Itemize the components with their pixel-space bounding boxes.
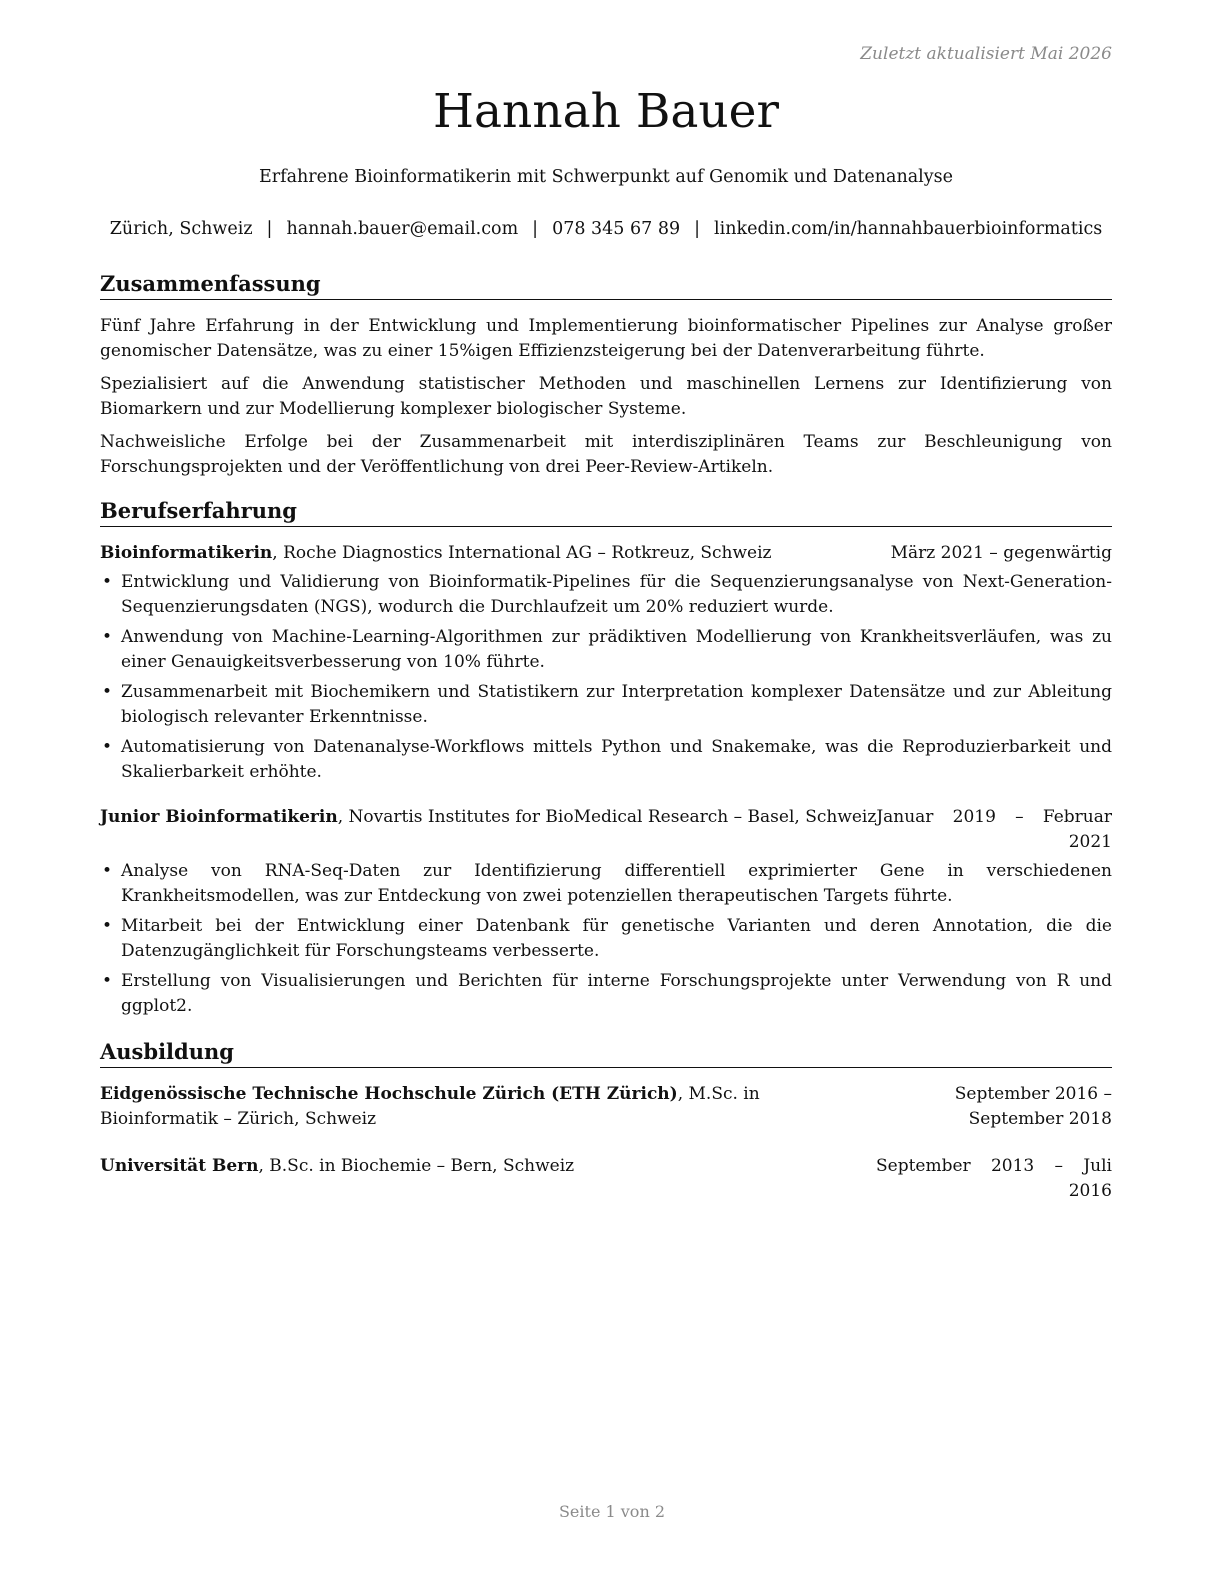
job-bullet: • Entwicklung und Validierung von Bioinformatik-Pipelines für die Sequenzierungsanalyse von Next-Generation-Sequenzierungsdaten (NGS), wodurch die Durchlaufzeit um 20% reduziert wurde. — [100, 570, 1112, 620]
education-detail: , M.Sc. in Bioinformatik – Zürich, Schweiz — [100, 1084, 760, 1129]
job-bullet: • Anwendung von Machine-Learning-Algorithmen zur prädiktiven Modellierung von Krankheitsverläufen, was zu einer Genauigkeitsverbesserung von 10% führte. — [100, 625, 1112, 675]
page-number: Seite 1 von 2 — [558, 1502, 666, 1521]
job-header — [100, 541, 1112, 566]
summary-paragraph: Fünf Jahre Erfahrung in der Entwicklung und Implementierung bioinformatischer Pipelines zur Analyse großer genomischer Datensätze, was zu einer 15%igen Effizienzsteigerung bei der Datenverarbeitung führte. — [100, 316, 1112, 361]
job-entry — [100, 541, 1112, 785]
education-school: Universität Bern — [100, 1156, 259, 1176]
separator: | — [532, 219, 539, 239]
job-bullet: • Analyse von RNA-Seq-Daten zur Identifizierung differentiell exprimierter Gene in verschiedenen Krankheitsmodellen, was zur Entdeckung von zwei potenziellen therapeutischen Targets führte. — [100, 859, 1112, 909]
contact-linkedin[interactable]: linkedin.com/in/hannahbauerbioinformatics — [714, 219, 1103, 239]
job-bullet: • Zusammenarbeit mit Biochemikern und Statistikern zur Interpretation komplexer Datensätze und zur Ableitung biologisch relevanter Erkenntnisse. — [100, 680, 1112, 730]
job-org: , Roche Diagnostics International AG – Rotkreuz, Schweiz — [272, 543, 772, 563]
job-bullet: • Automatisierung von Datenanalyse-Workflows mittels Python und Snakemake, was die Reproduzierbarkeit und Skalierbarkeit erhöhte. — [100, 735, 1112, 785]
education-dates: September 2013 – Juli 2016 — [876, 1156, 1112, 1201]
contact-location: Zürich, Schweiz — [109, 219, 253, 239]
summary-paragraph: Nachweisliche Erfolge bei der Zusammenarbeit mit interdisziplinären Teams zur Beschleunigung von Forschungsprojekten und der Veröffentlichung von drei Peer-Review-Artikeln. — [100, 432, 1112, 477]
summary-section — [100, 271, 1112, 480]
education-entry — [100, 1082, 1112, 1132]
job-bullet: • Mitarbeit bei der Entwicklung einer Datenbank für genetische Varianten und deren Annotation, die die Datenzugänglichkeit für Forschungsteams verbesserte. — [100, 914, 1112, 964]
job-bullet: • Erstellung von Visualisierungen und Berichten für interne Forschungsprojekte unter Verwendung von R und ggplot2. — [100, 969, 1112, 1019]
job-org: , Novartis Institutes for BioMedical Research – Basel, Schweiz — [337, 807, 877, 827]
last-updated-note: Zuletzt aktualisiert Mai 2026 — [860, 44, 1112, 64]
separator: | — [266, 219, 273, 239]
tagline: Erfahrene Bioinformatikerin mit Schwerpunkt auf Genomik und Datenanalyse — [258, 167, 953, 187]
job-dates: März 2021 – gegenwärtig — [890, 543, 1112, 563]
job-dates: Januar 2019 – Februar 2021 — [876, 807, 1112, 852]
experience-section — [100, 498, 1112, 1019]
job-bullets — [100, 859, 1112, 1019]
job-header — [100, 805, 1112, 855]
contact-line — [100, 219, 1112, 239]
education-section — [100, 1039, 1112, 1204]
separator: | — [694, 219, 701, 239]
summary-paragraph: Spezialisiert auf die Anwendung statistischer Methoden und maschinellen Lernens zur Identifizierung von Biomarkern und zur Modellierung komplexer biologischer Systeme. — [100, 374, 1112, 419]
section-title-education: Ausbildung — [100, 1039, 1112, 1068]
job-role: Bioinformatikerin — [100, 543, 273, 563]
education-school: Eidgenössische Technische Hochschule Zürich (ETH Zürich) — [100, 1084, 678, 1104]
education-detail: , B.Sc. in Biochemie – Bern, Schweiz — [258, 1156, 575, 1176]
section-title-summary: Zusammenfassung — [100, 271, 1112, 300]
section-title-experience: Berufserfahrung — [100, 498, 1112, 527]
contact-phone[interactable]: 078 345 67 89 — [552, 219, 681, 239]
education-dates: September 2016 – September 2018 — [954, 1084, 1112, 1129]
candidate-name: Hannah Bauer — [433, 84, 779, 139]
job-entry — [100, 805, 1112, 1019]
job-role: Junior Bioinformatikerin — [100, 807, 338, 827]
job-bullets — [100, 570, 1112, 785]
contact-email[interactable]: hannah.bauer@email.com — [286, 219, 519, 239]
resume-content — [100, 271, 1112, 1226]
education-entry — [100, 1154, 1112, 1204]
